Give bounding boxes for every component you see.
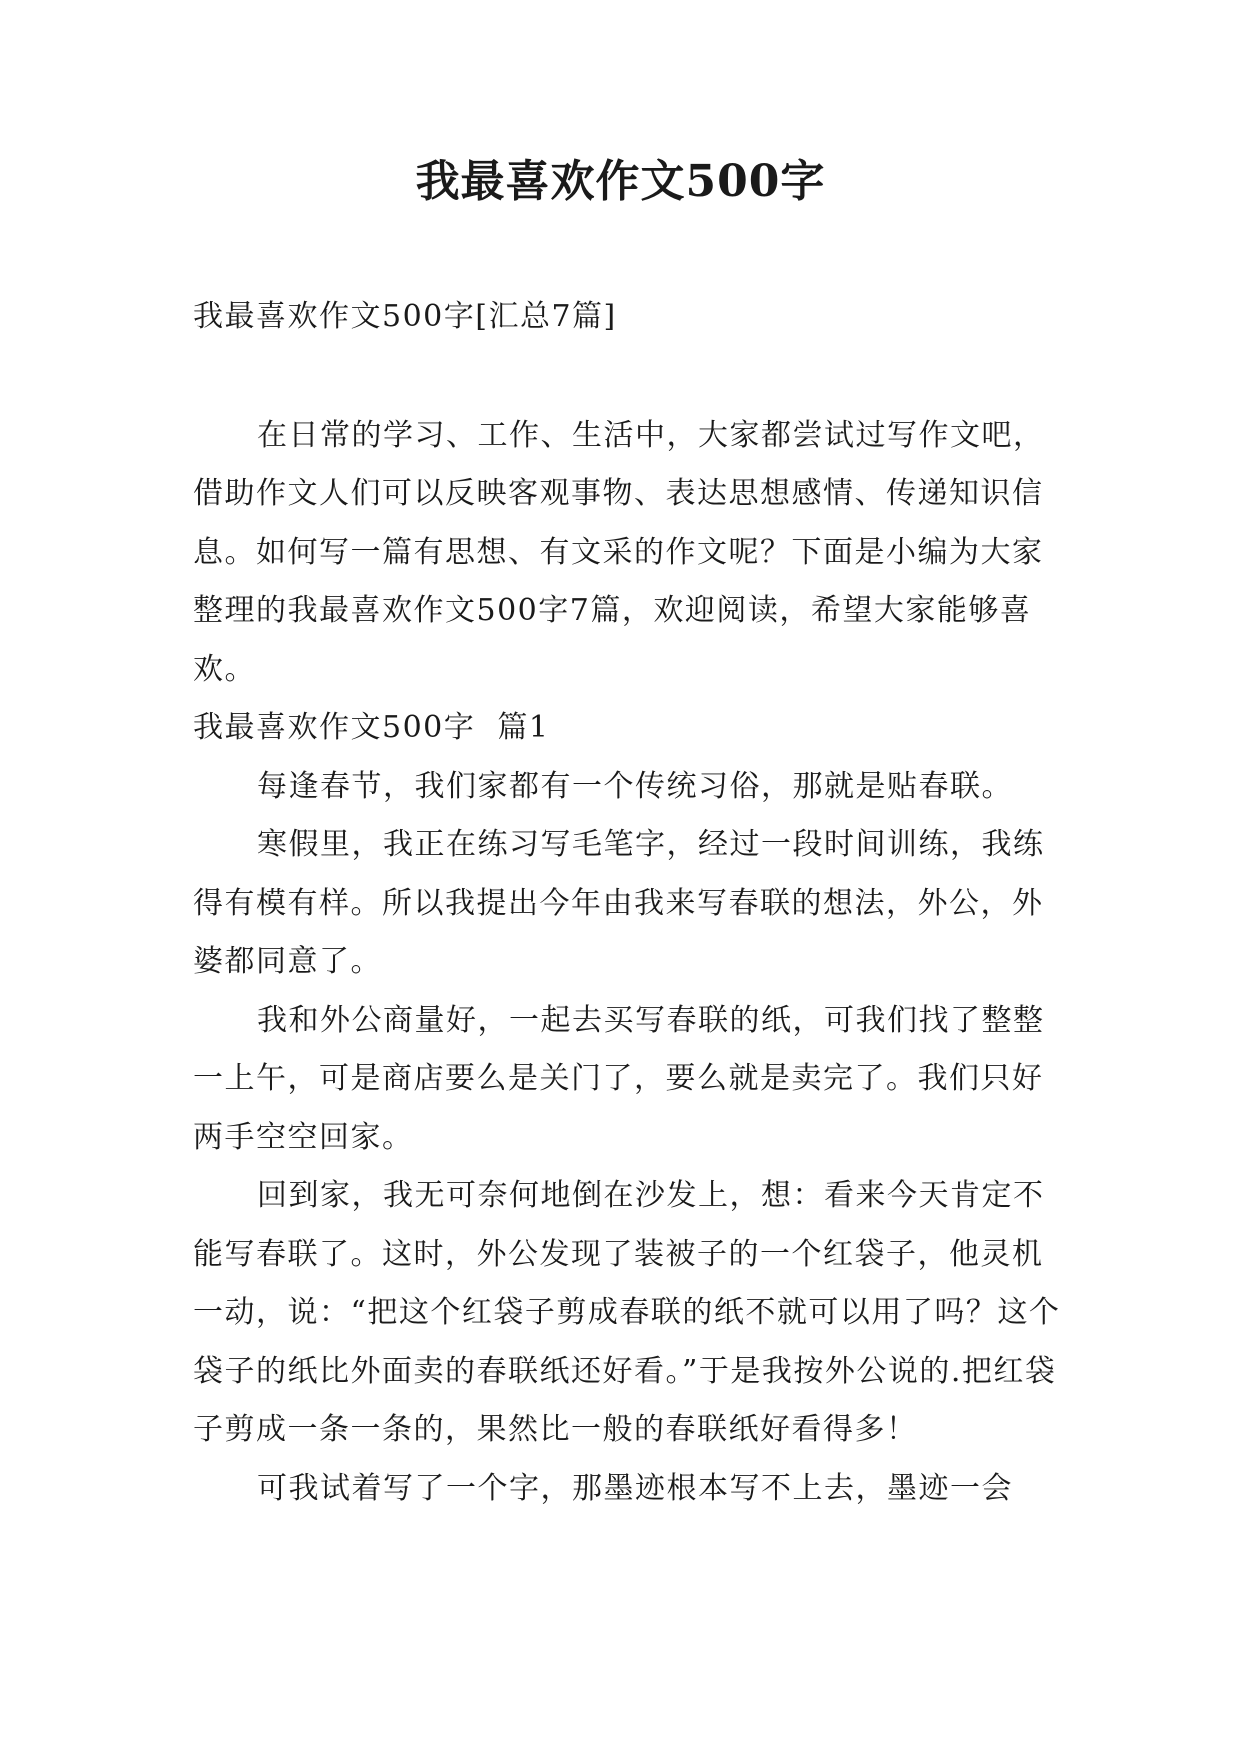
intro-paragraph: 在日常的学习、工作、生活中，大家都尝试过写作文吧，借助作文人们可以反映客观事物、表达思想感情、传递知识信息。如何写一篇有思想、有文采的作文呢？下面是小编为大家整理的我最喜欢作文500字7篇，欢迎阅读，希望大家能够喜欢。 (193, 417, 1045, 687)
body-paragraph: 可我试着写了一个字，那墨迹根本写不上去，墨迹一会 (257, 1470, 1013, 1506)
document-subtitle: 我最喜欢作文500字[汇总7篇] (193, 299, 617, 334)
document-title: 我最喜欢作文500字 (415, 156, 826, 207)
section-heading: 我最喜欢作文500字 篇1 (193, 710, 550, 745)
document-body (193, 288, 1073, 1518)
body-paragraph: 每逢春节，我们家都有一个传统习俗，那就是贴春联。 (257, 768, 1013, 804)
body-paragraph: 回到家，我无可奈何地倒在沙发上，想：看来今天肯定不能写春联了。这时，外公发现了装被子的一个红袋子，他灵机一动，说：“把这个红袋子剪成春联的纸不就可以用了吗？这个袋子的纸比外面卖的春联纸还好看。”于是我按外公说的.把红袋子剪成一条一条的，果然比一般的春联纸好看得多！ (193, 1178, 1061, 1447)
body-paragraph: 我和外公商量好，一起去买写春联的纸，可我们找了整整一上午，可是商店要么是关门了，要么就是卖完了。我们只好两手空空回家。 (193, 1002, 1045, 1155)
body-paragraph: 寒假里，我正在练习写毛笔字，经过一段时间训练，我练得有模有样。所以我提出今年由我来写春联的想法，外公，外婆都同意了。 (193, 827, 1045, 979)
